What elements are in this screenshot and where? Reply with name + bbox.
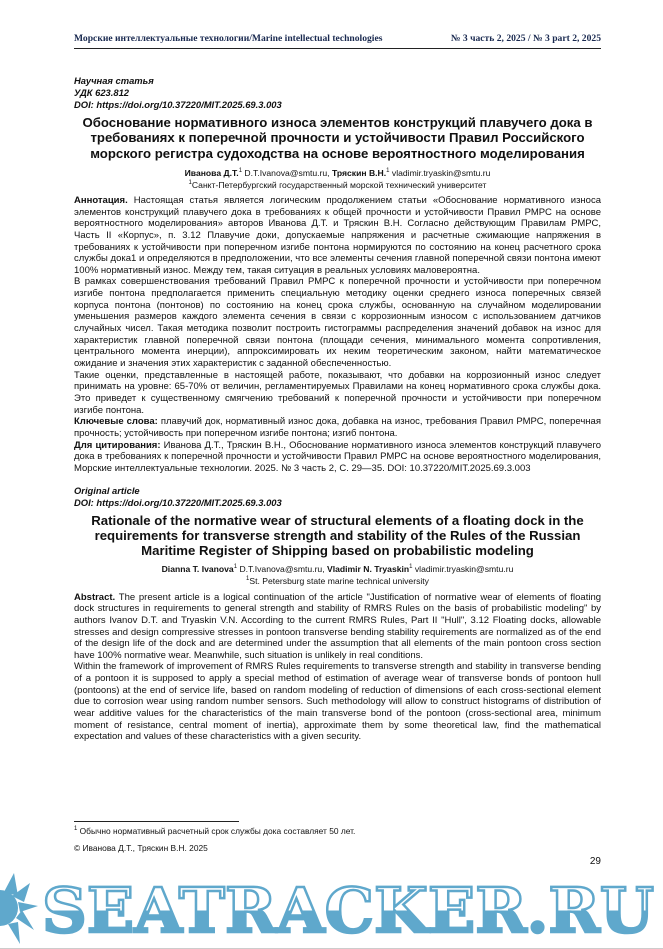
affiliation-mark: 1 — [246, 575, 250, 582]
abstract-label: Abstract. — [74, 591, 116, 603]
en-meta — [74, 485, 601, 509]
affiliation: Санкт-Петербургский государственный морской технический университет — [191, 179, 487, 190]
affiliation-mark: 1 — [386, 168, 390, 175]
affiliation-mark: 1 — [188, 180, 192, 187]
annotation-paragraph — [74, 195, 601, 277]
author-email[interactable]: vladimir.tryaskin@smtu.ru — [414, 563, 514, 574]
affiliation: St. Petersburg state marine technical university — [249, 575, 429, 586]
annotation-label: Аннотация. — [74, 194, 128, 206]
author-email[interactable]: vladimir.tryaskin@smtu.ru — [391, 167, 491, 178]
citation-label: Для цитирования: — [74, 439, 161, 451]
abstract-paragraph: Within the framework of improvement of RMRS Rules requirements to transverse strength and stability in transverse bending of a pontoon it is supposed to apply a special method of estimation of average wear of transverse bonds of pontoon hull (pontoons) at the end of service life, based on random modeling of reduction of dimensions of each cross-sectional element due to corrosion wear using random number sensors. Such methodology will allow to construct histograms of distribution of wear additive values for the characteristics of the main transverse bond of the pontoon (cross-sectional area, minimum moment of resistance, central moment of inertia), approximate them by some theoretical law, find the mathematical expectation and values of these characteristics with a given security. — [74, 661, 601, 743]
abstract-paragraph — [74, 592, 601, 662]
footnote-mark: 1 — [74, 826, 78, 833]
annotation-paragraph: Такие оценки, представленные в настоящей работе, показывают, что добавки на коррозионный износ следует принимать на уровне: 65-70% от величин, регламентируемых Правилами на конец нормативного срока службы дока. Это приведет к существенному смягчению требований к поперечной прочности и устойчивости при поперечном изгибе понтона. — [74, 369, 601, 416]
author-email[interactable]: D.T.Ivanova@smtu.ru, — [239, 563, 325, 574]
author-name: Dianna T. Ivanova — [161, 563, 234, 574]
page-number: 29 — [589, 856, 601, 867]
author-name: Тряскин В.Н. — [331, 167, 387, 178]
article-type: Original article — [74, 484, 140, 496]
footnote — [74, 826, 601, 837]
en-abstract — [74, 592, 601, 744]
udc: УДК 623.812 — [74, 87, 130, 98]
affiliation-mark: 1 — [238, 168, 243, 175]
author-name: Vladimir N. Tryaskin — [326, 563, 410, 574]
ru-meta — [74, 75, 601, 111]
spacer — [74, 743, 601, 821]
citation-text: Иванова Д.Т., Тряскин В.Н., Обоснование нормативного износа элементов конструкций плавучего дока в требованиях к поперечной прочности и устойчивости Правил РМРС на основе вероятностного моделирования, Морские интеллектуальные технологии. 2025. № 3 часть 2, С. 29—35. DOI: 10.37220/MIT.2025.69.3.003 — [74, 439, 601, 474]
keywords-text: плавучий док, нормативный износ дока, добавка на износ, требования Правил РМРС, поперечная прочность; устойчивость при поперечном изгибе понтона; изгиб понтона. — [74, 416, 601, 440]
page — [42, 0, 654, 949]
ru-title: Обоснование нормативного износа элементов конструкций плавучего дока в требованиях к поперечной прочности и устойчивости Правил Российского морского регистра судоходства на основе вероятностного моделирования — [82, 115, 593, 161]
running-header — [74, 33, 601, 49]
citation — [74, 440, 601, 475]
annotation-text: Настоящая статья является логическим продолжением статьи «Обоснование нормативного износа элементов конструкций плавучего дока в требованиях к общей прочности и устойчивости Правил РМРС на основе вероятностного моделирования» авторов Иванова Д.Т. и Тряскин В.Н. Согласно действующим Правилам РМРС, Часть II «Корпус», п. 3.12 Плавучие доки, допускаемые напряжения и расчетные сжимающие напряжения в требованиях к устойчивости при поперечном изгибе понтона нормируются по состоянию на конец расчетного срока службы дока1 и определяются в предположении, что все элементы сечения главной поперечной связи понтона имеют 100% нормативный износ. Между тем, такая ситуация в реальных условиях маловероятна. — [74, 194, 601, 276]
en-title: Rationale of the normative wear of structural elements of a floating dock in the requirements for transverse strength and stability of the Rules of the Russian Maritime Register of Shipping based on probabilistic modeling — [91, 512, 584, 559]
doi-link[interactable]: DOI: https://doi.org/10.37220/MIT.2025.69.3.003 — [74, 496, 282, 508]
footnote-divider — [74, 821, 239, 822]
article-type: Научная статья — [74, 75, 154, 86]
keywords — [74, 416, 601, 439]
author-email[interactable]: D.T.Ivanova@smtu.ru, — [244, 167, 330, 178]
affiliation-mark: 1 — [409, 563, 413, 570]
ru-annotation — [74, 195, 601, 475]
watermark-text: SEATRACKER.RU — [42, 874, 654, 947]
ru-authors — [74, 167, 601, 191]
keywords-label: Ключевые слова: — [74, 416, 158, 428]
affiliation-mark: 1 — [233, 563, 238, 570]
abstract-text: The present article is a logical continuation of the article "Justification of normative wear of elements of floating dock structures in requirements to general strength and stability of RMRS Rules on the basis of probabilistic modeling" by authors Ivanov D.T. and Tryaskin V.N. According to the current RMRS Rules, Part II "Hull", 3.12 Floating docks, allowable stresses and design compressive stresses in pontoon transverse bending stability requirements are normalized as of the end of the design life of the dock and are determined under the assumption that all elements of the main pontoon cross section have 100% normative wear. Meanwhile, such situation is unlikely in real conditions. — [74, 591, 602, 661]
journal-name: Морские интеллектуальные технологии/Marine intellectual technologies — [74, 33, 383, 44]
author-name: Иванова Д.Т. — [184, 167, 239, 178]
en-authors — [74, 563, 601, 587]
copyright: © Иванова Д.Т., Тряскин В.Н. 2025 — [74, 843, 208, 853]
doi-link[interactable]: DOI: https://doi.org/10.37220/MIT.2025.69.3.003 — [74, 99, 282, 110]
watermark — [0, 870, 663, 948]
issue-number: № 3 часть 2, 2025 / № 3 part 2, 2025 — [450, 33, 601, 44]
footnote-text: Обычно нормативный расчетный срок службы дока составляет 50 лет. — [79, 826, 356, 836]
sun-icon — [0, 873, 38, 944]
annotation-paragraph: В рамках совершенствования требований Правил РМРС к поперечной прочности и устойчивости при поперечном изгибе понтона предполагается применить специальную методику оценки среднего износа поперечных связей корпуса понтона (понтонов) по состоянию на конец срока службы, основанную на случайном моделировании уменьшения размеров каждого элемента сечения в связи с коррозионным износом с использованием датчиков случайных чисел. Такая методика позволит построить гистограммы распределения значений добавок на износ для характеристик главной поперечной связи понтона (площади сечения, минимального момента сопротивления, центрального момента инерции), аппроксимировать их неким теоретическим законом, найти математическое ожидание и значения этих характеристик с заданной обеспеченностью. — [74, 276, 601, 370]
watermark-logo — [0, 870, 663, 948]
